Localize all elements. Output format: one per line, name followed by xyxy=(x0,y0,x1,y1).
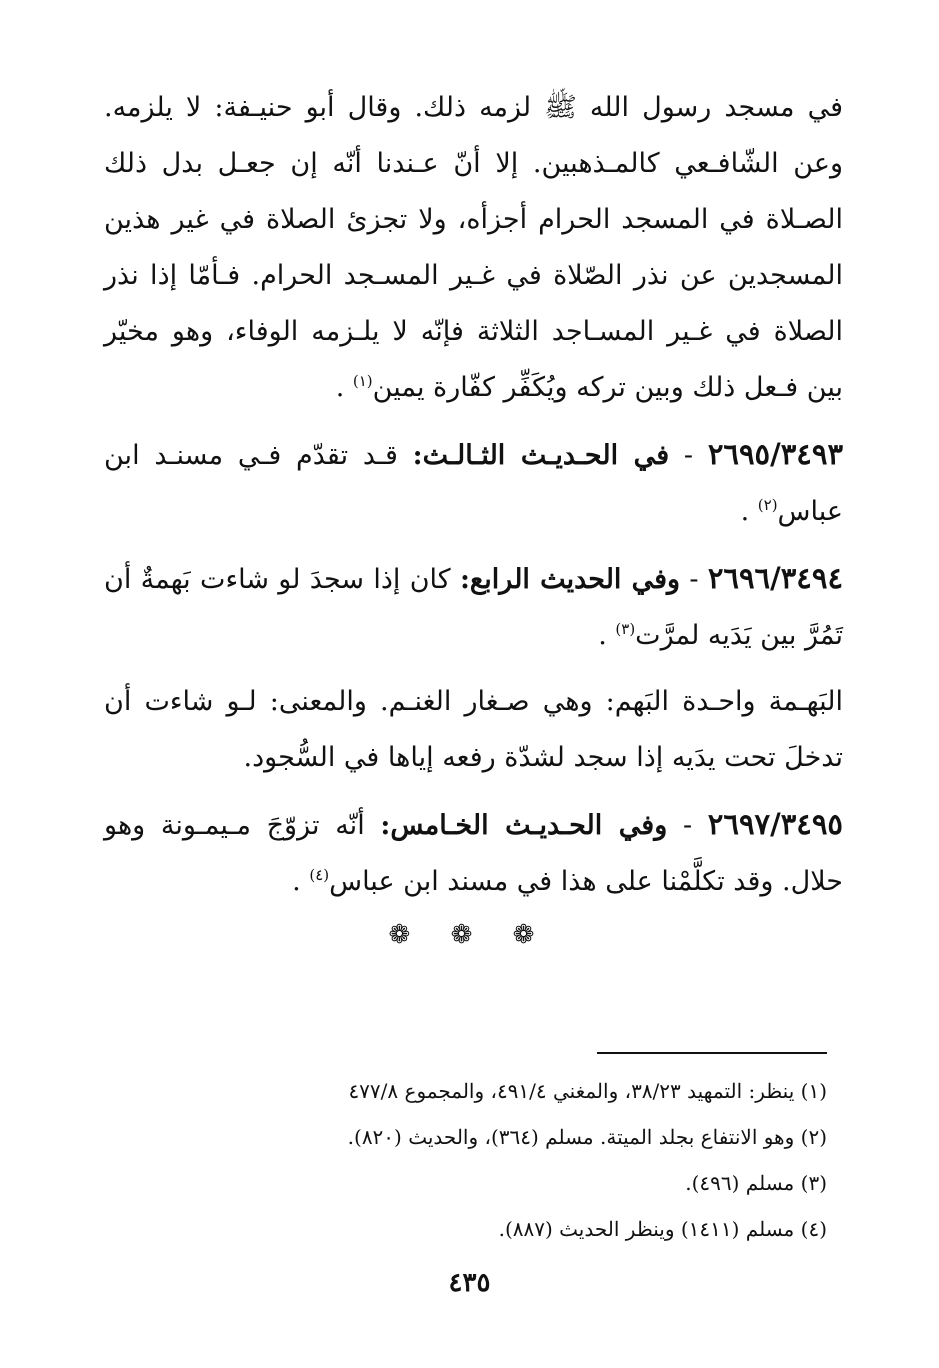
footnote-marker: (٢) xyxy=(757,496,778,514)
hadith-entry xyxy=(104,550,843,664)
hadith-text: كان إذا سجدَ لو شاءت بَهمةٌ أن تَمُرَّ بين يَدَيه لمرَّت xyxy=(104,564,843,651)
main-text xyxy=(104,80,843,920)
paragraph-continuation xyxy=(104,80,843,416)
paragraph-text: البَهـمة واحـدة البَهم: وهي صـغار الغنـم. والمعنى: لـو شاءت أن تدخلَ تحت يدَيه إذا سجد لشدّة رفعه إياها في السُّجود. xyxy=(104,686,843,773)
hadith-separator: - xyxy=(669,440,708,471)
section-divider-ornament: ❁ ❁ ❁ xyxy=(388,920,551,950)
hadith-number: ٢٦٩٧/٣٤٩٥ xyxy=(707,807,843,841)
footnote-marker: (٣) xyxy=(615,620,636,638)
hadith-separator: - xyxy=(667,810,708,841)
footnotes xyxy=(130,1068,827,1252)
hadith-number: ٢٦٩٦/٣٤٩٤ xyxy=(707,561,844,595)
paragraph-text: في مسجد رسول الله ﷺ لزمه ذلك. وقال أبو حنيـفة: لا يلزمه. وعن الشّافـعي كالمـذهبين. إلا أنّ عـندنا أنّه إن جعـل بدل ذلك الصـلاة في المسجد الحرام أجزأه، ولا تجزئ الصلاة في غير هذين المسجدين عن نذر الصّلاة في غـير المسـجد الحرام. فـأمّا إذا نذر الصلاة في غـير المسـاجد الثلاثة فإنّه لا يلـزمه الوفاء، وهو مخيّر بين فـعل ذلك وبين تركه ويُكَفِّر كفّارة يمين xyxy=(104,92,843,403)
footnote-rule xyxy=(597,1052,827,1054)
hadith-heading: وفي الحـديـث الخـامس: xyxy=(380,810,668,841)
hadith-heading: في الحـديـث الثـالـث: xyxy=(412,440,670,471)
paragraph-end: . xyxy=(598,620,616,651)
hadith-heading: وفي الحديث الرابع: xyxy=(459,564,681,595)
hadith-number: ٢٦٩٥/٣٤٩٣ xyxy=(707,437,844,471)
footnote-item: (٤) مسلم (١٤١١) وينظر الحديث (٨٨٧). xyxy=(498,1217,827,1241)
footnote-marker: (٤) xyxy=(309,866,330,884)
page-number: ٤٣٥ xyxy=(448,1268,491,1298)
footnote-marker: (١) xyxy=(352,372,373,390)
paragraph-end: . xyxy=(335,372,353,403)
hadith-text: قـد تقدّم فـي مسنـد ابن عباس xyxy=(104,440,843,527)
explanation-paragraph xyxy=(104,674,843,786)
footnote-item: (١) ينظر: التمهيد ٣٨/٢٣، والمغني ٤٩١/٤، والمجموع ٤٧٧/٨ xyxy=(348,1079,827,1103)
paragraph-end: . xyxy=(292,866,310,897)
paragraph-end: . xyxy=(740,496,758,527)
hadith-separator: - xyxy=(680,564,708,595)
hadith-text: أنّه تزوّجَ مـيمـونة وهو حلال. وقد تكلَّمْنا على هذا في مسند ابن عباس xyxy=(104,810,843,897)
footnote-item: (٢) وهو الانتفاع بجلد الميتة. مسلم (٣٦٤)، والحديث (٨٢٠). xyxy=(347,1125,827,1149)
footnote-item: (٣) مسلم (٤٩٦). xyxy=(685,1171,827,1195)
hadith-entry xyxy=(104,426,843,540)
hadith-entry xyxy=(104,796,843,910)
